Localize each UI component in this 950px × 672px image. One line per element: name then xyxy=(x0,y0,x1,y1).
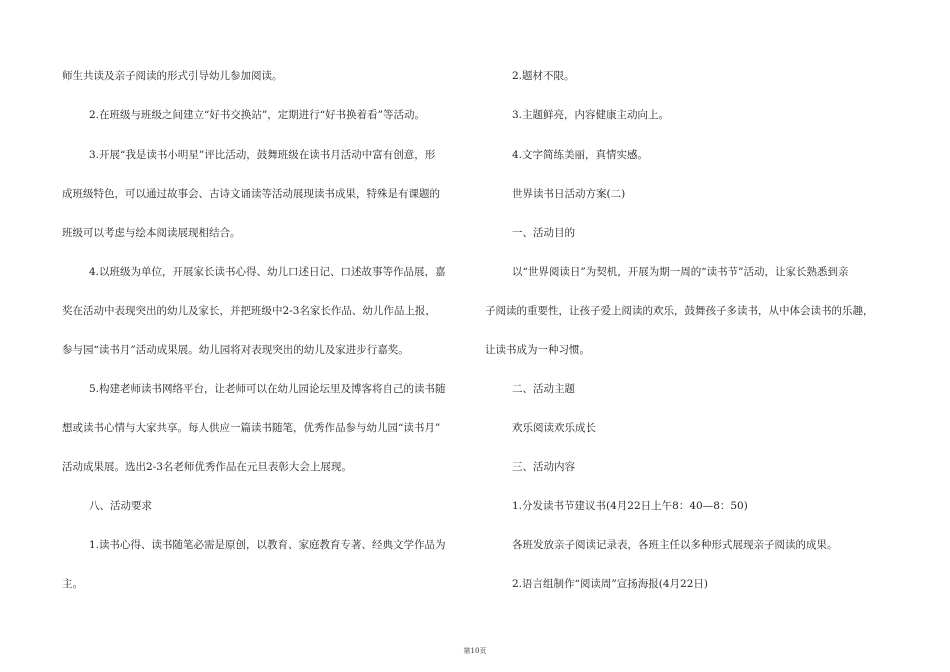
section-heading: 一、活动目的 xyxy=(512,227,575,239)
text-line: 4.以班级为单位，开展家长读书心得、幼儿口述日记、口述故事等作品展，嘉 xyxy=(89,266,446,278)
text-line: 欢乐阅读欢乐成长 xyxy=(512,422,596,434)
text-line: 2.题材不限。 xyxy=(512,70,575,82)
text-line: 活动成果展。选出2-3名老师优秀作品在元旦表彰大会上展现。 xyxy=(62,461,352,473)
text-line: 3.主题鲜亮，内容健康主动向上。 xyxy=(512,109,670,121)
text-line: 5.构建老师读书网络平台，让老师可以在幼儿园论坛里及博客将自己的读书随 xyxy=(89,383,446,395)
text-line: 班级可以考虑与绘本阅读展现相结合。 xyxy=(62,227,241,239)
text-line: 2.在班级与班级之间建立“好书交换站”，定期进行“好书换着看”等活动。 xyxy=(89,109,425,121)
text-line: 1.分发读书节建议书(4月22日上午8：40—8：50) xyxy=(512,500,748,512)
text-line: 子阅读的重要性，让孩子爱上阅读的欢乐，鼓舞孩子多读书，从中体会读书的乐趣， xyxy=(485,305,874,317)
text-line: 奖在活动中表现突出的幼儿及家长，并把班级中2-3名家长作品、幼儿作品上报， xyxy=(62,305,436,317)
text-line: 让读书成为一种习惯。 xyxy=(485,344,590,356)
section-heading: 二、活动主题 xyxy=(512,383,575,395)
text-line: 参与园“读书月”活动成果展。幼儿园将对表现突出的幼儿及家进步行嘉奖。 xyxy=(62,344,409,356)
text-line: 3.开展“我是读书小明星”评比活动，鼓舞班级在读书月活动中富有创意，形 xyxy=(89,149,436,161)
text-line: 成班级特色，可以通过故事会、古诗文诵读等活动展现读书成果，特殊是有课题的 xyxy=(62,188,440,200)
text-line: 以“世界阅读日”为契机，开展为期一周的“读书节”活动，让家长熟悉到亲 xyxy=(512,266,849,278)
text-line: 1.读书心得、读书随笔必需是原创，以教育、家庭教育专著、经典文学作品为 xyxy=(89,539,446,551)
text-line: 各班发放亲子阅读记录表，各班主任以多种形式展现亲子阅读的成果。 xyxy=(512,539,838,551)
text-line: 想或读书心情与大家共享。每人供应一篇读书随笔，优秀作品参与幼儿园“读书月” xyxy=(62,422,441,434)
text-line: 师生共读及亲子阅读的形式引导幼儿参加阅读。 xyxy=(62,70,283,82)
section-heading: 八、活动要求 xyxy=(89,500,152,512)
page-number: 第10页 xyxy=(463,647,487,655)
text-line: 2.语言组制作“阅读周”宣扬海报(4月22日) xyxy=(512,578,708,590)
section-heading: 三、活动内容 xyxy=(512,461,575,473)
text-line: 4.文字简练美丽，真情实感。 xyxy=(512,149,649,161)
document-subtitle: 世界读书日活动方案(二) xyxy=(512,188,626,200)
text-line: 主。 xyxy=(62,578,83,590)
